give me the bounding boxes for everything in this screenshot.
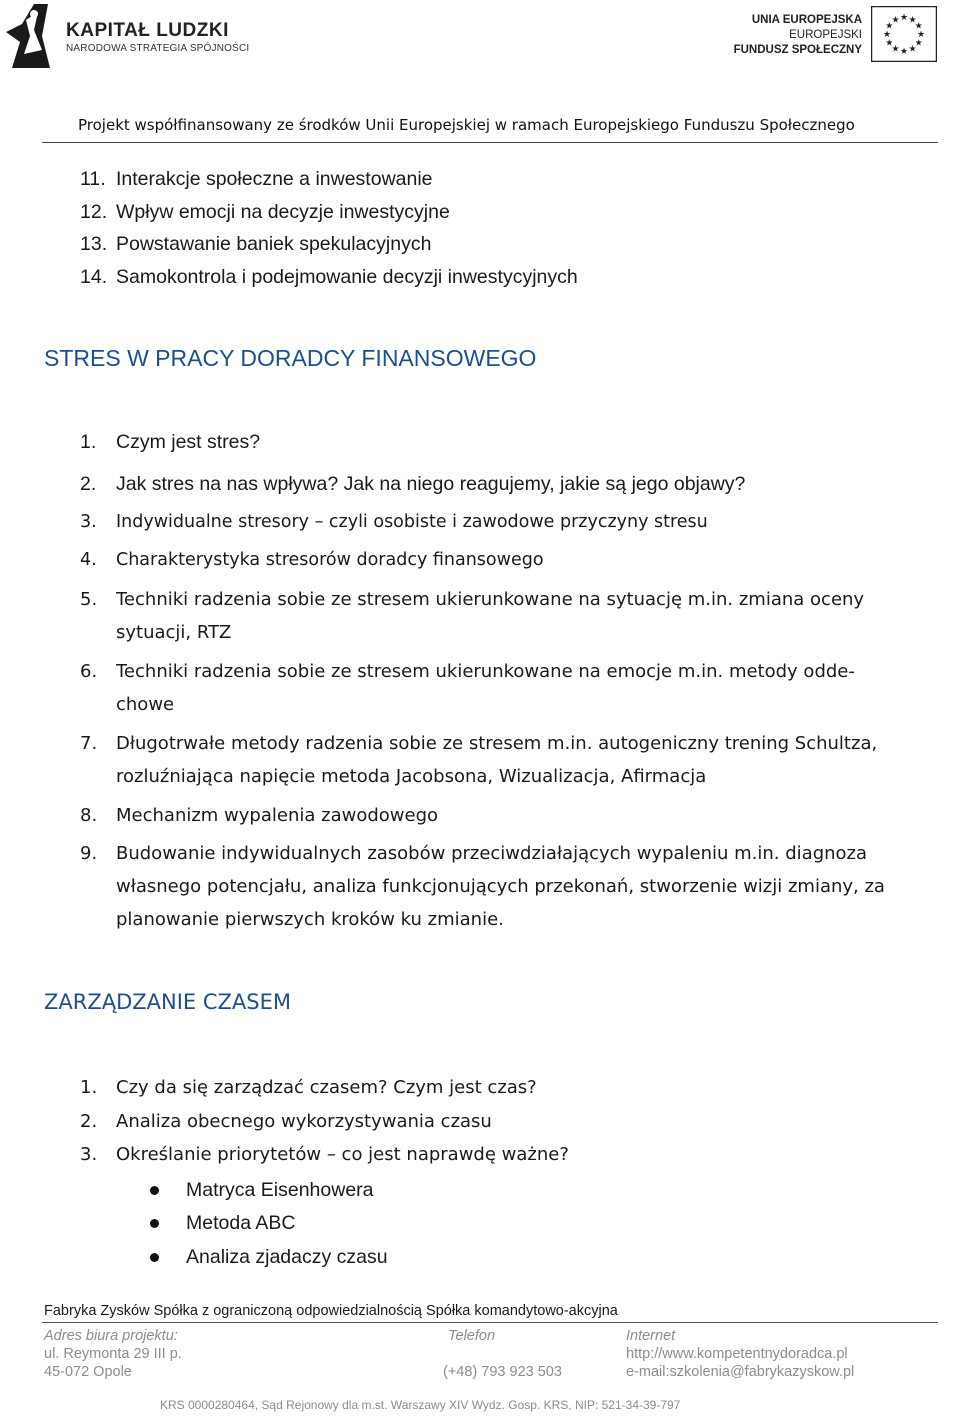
- list-number: 4.: [80, 550, 97, 570]
- list-number: 3.: [80, 512, 97, 532]
- eu-line2: EUROPEJSKI: [789, 29, 862, 41]
- eu-star-icon: ★: [891, 43, 900, 54]
- list-text-continued: rozluźniająca napięcie metoda Jacobsona, Wizualizacja, Afirmacja: [116, 766, 707, 787]
- list-number: 5.: [80, 589, 98, 610]
- header-divider: [42, 142, 938, 143]
- footer-email-link[interactable]: e-mail:szkolenia@fabrykazyskow.pl: [626, 1364, 855, 1380]
- footer-internet-label: Internet: [626, 1328, 676, 1344]
- list-text: Długotrwałe metody radzenia sobie ze stresem m.in. autogeniczny trening Schultza,: [116, 733, 878, 754]
- list-number: 1.: [80, 431, 97, 453]
- list-text: Techniki radzenia sobie ze stresem ukierunkowane na emocje m.in. metody odde-: [116, 661, 855, 682]
- section-heading-stres: STRES W PRACY DORADCY FINANSOWEGO: [44, 345, 537, 371]
- eu-star-icon: ★: [899, 12, 909, 22]
- eu-star-icon: ★: [914, 37, 923, 48]
- kapital-ludzki-logo: [4, 2, 52, 70]
- list-text: Czy da się zarządzać czasem? Czym jest czas?: [116, 1077, 537, 1098]
- bullet-icon: [150, 1219, 159, 1228]
- footer-address-label: Adres biura projektu:: [44, 1328, 178, 1344]
- eu-line1: UNIA EUROPEJSKA: [751, 14, 862, 26]
- eu-logo-text: [734, 13, 862, 58]
- eu-star-icon: ★: [882, 29, 892, 39]
- footer-phone: (+48) 793 923 503: [443, 1364, 562, 1380]
- footer-divider: [42, 1322, 938, 1323]
- list-text: Techniki radzenia sobie ze stresem ukierunkowane na sytuację m.in. zmiana oceny: [116, 589, 865, 610]
- list-text: Charakterystyka stresorów doradcy finansowego: [116, 550, 544, 570]
- list-number: 2.: [80, 473, 97, 495]
- list-text-continued: sytuacji, RTZ: [116, 622, 232, 643]
- list-text-continued: chowe: [116, 694, 175, 715]
- footer-company-name: Fabryka Zysków Spółka z ograniczoną odpowiedzialnością Spółka komandytowo-akcyjna: [44, 1303, 618, 1319]
- section-heading-czas: ZARZĄDZANIE CZASEM: [44, 990, 291, 1014]
- bullet-item: Analiza zjadaczy czasu: [186, 1246, 388, 1268]
- kapital-ludzki-emblem-icon: [4, 2, 52, 70]
- list-text-continued: planowanie pierwszych kroków ku zmianie.: [116, 909, 504, 930]
- bullet-icon: [150, 1186, 159, 1195]
- bullet-icon: [150, 1253, 159, 1262]
- list-number: 6.: [80, 661, 98, 682]
- eu-star-icon: ★: [885, 20, 894, 31]
- bullet-item: Metoda ABC: [186, 1212, 296, 1234]
- kapital-ludzki-subtitle: NARODOWA STRATEGIA SPÓJNOŚCI: [66, 43, 250, 54]
- footer-website-link[interactable]: http://www.kompetentnydoradca.pl: [626, 1346, 848, 1362]
- list-text: Określanie priorytetów – co jest naprawdę ważne?: [116, 1144, 569, 1165]
- eu-star-icon: ★: [914, 20, 923, 31]
- list-number: 3.: [80, 1144, 98, 1165]
- list-text: Interakcje społeczne a inwestowanie: [116, 168, 433, 190]
- list-text: Czym jest stres?: [116, 431, 261, 453]
- list-text: Powstawanie baniek spekulacyjnych: [116, 233, 432, 255]
- list-number: 14.: [80, 266, 108, 288]
- list-text: Indywidualne stresory – czyli osobiste i zawodowe przyczyny stresu: [116, 512, 708, 532]
- list-number: 2.: [80, 1111, 98, 1132]
- list-number: 13.: [80, 233, 108, 255]
- eu-star-icon: ★: [891, 14, 900, 25]
- list-text: Jak stres na nas wpływa? Jak na niego reagujemy, jakie są jego objawy?: [116, 473, 746, 495]
- list-text: Wpływ emocji na decyzje inwestycyjne: [116, 201, 450, 223]
- eu-flag-icon: [871, 6, 937, 62]
- list-number: 12.: [80, 201, 108, 223]
- list-number: 9.: [80, 843, 98, 864]
- footer-krs-line: KRS 0000280464, Sąd Rejonowy dla m.st. Warszawy XIV Wydz. Gosp. KRS, NIP: 521-34-39-797: [160, 1398, 681, 1412]
- footer-address-line1: ul. Reymonta 29 III p.: [44, 1346, 182, 1362]
- list-text: Analiza obecnego wykorzystywania czasu: [116, 1111, 492, 1132]
- list-text-continued: własnego potencjału, analiza funkcjonujących przekonań, stworzenie wizji zmiany, za: [116, 876, 885, 897]
- footer-phone-label: Telefon: [448, 1328, 496, 1344]
- list-number: 1.: [80, 1077, 98, 1098]
- project-cofinancing-line: Projekt współfinansowany ze środków Unii Europejskiej w ramach Europejskiego Funduszu Społecznego: [78, 116, 855, 134]
- bullet-item: Matryca Eisenhowera: [186, 1179, 374, 1201]
- eu-line3: FUNDUSZ SPOŁECZNY: [733, 44, 862, 56]
- list-text: Samokontrola i podejmowanie decyzji inwestycyjnych: [116, 266, 578, 288]
- footer-address-line2: 45-072 Opole: [44, 1364, 132, 1380]
- list-number: 8.: [80, 805, 98, 826]
- eu-star-icon: ★: [908, 43, 917, 54]
- list-number: 7.: [80, 733, 98, 754]
- kapital-ludzki-title: KAPITAŁ LUDZKI: [66, 20, 229, 41]
- list-text: Mechanizm wypalenia zawodowego: [116, 805, 439, 826]
- eu-star-icon: ★: [899, 46, 909, 56]
- eu-star-icon: ★: [885, 37, 894, 48]
- list-number: 11.: [80, 168, 106, 190]
- list-text: Budowanie indywidualnych zasobów przeciwdziałających wypaleniu m.in. diagnoza: [116, 843, 868, 864]
- eu-star-icon: ★: [916, 29, 926, 39]
- eu-star-icon: ★: [908, 14, 917, 25]
